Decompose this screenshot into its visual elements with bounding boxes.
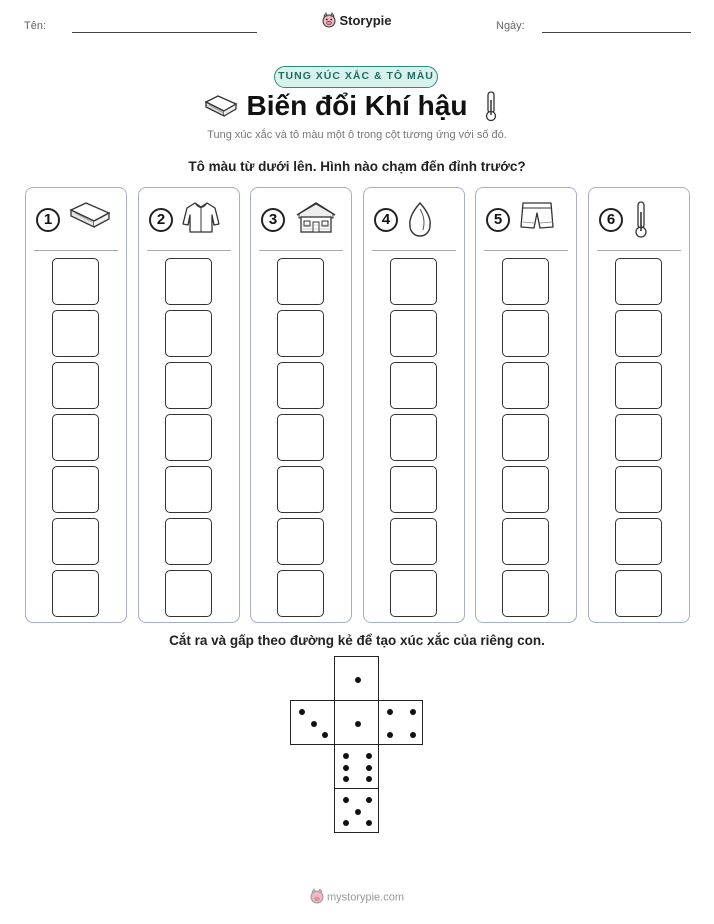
- column-divider: [259, 250, 343, 251]
- color-box[interactable]: [390, 570, 437, 617]
- column-5: [475, 187, 577, 623]
- die-pip: [387, 709, 393, 715]
- column-number: 2: [149, 208, 173, 232]
- color-box[interactable]: [390, 258, 437, 305]
- color-box[interactable]: [502, 518, 549, 565]
- die-pip: [343, 776, 349, 782]
- coloring-instruction: Tô màu từ dưới lên. Hình nào chạm đến đỉnh trước?: [188, 159, 526, 174]
- column-4: [363, 187, 465, 623]
- color-box[interactable]: [277, 518, 324, 565]
- pig-logo-icon: [322, 12, 336, 31]
- die-face-6: [334, 744, 379, 789]
- pig-logo-icon: [310, 888, 324, 907]
- die-pip: [355, 677, 361, 683]
- page-title: Biến đổi Khí hậu: [246, 90, 468, 121]
- die-pip: [366, 753, 372, 759]
- color-box[interactable]: [52, 258, 99, 305]
- column-divider: [597, 250, 681, 251]
- die-pip: [311, 721, 317, 727]
- column-3: [250, 187, 352, 623]
- house-icon: [293, 200, 339, 239]
- color-box[interactable]: [390, 310, 437, 357]
- column-1: [25, 187, 127, 623]
- color-box[interactable]: [615, 362, 662, 409]
- color-box[interactable]: [615, 310, 662, 357]
- color-box[interactable]: [502, 466, 549, 513]
- activity-badge: TUNG XÚC XẮC & TÔ MÀU: [274, 66, 438, 88]
- color-box[interactable]: [52, 466, 99, 513]
- book-icon: [68, 200, 112, 235]
- footer: [0, 888, 714, 907]
- color-box[interactable]: [502, 570, 549, 617]
- die-pip: [343, 797, 349, 803]
- die-pip: [387, 732, 393, 738]
- color-box[interactable]: [277, 414, 324, 461]
- color-box[interactable]: [165, 518, 212, 565]
- color-box[interactable]: [390, 414, 437, 461]
- column-2: [138, 187, 240, 623]
- color-box[interactable]: [615, 570, 662, 617]
- die-pip: [366, 797, 372, 803]
- die-face-4: [378, 700, 423, 745]
- color-box[interactable]: [277, 310, 324, 357]
- column-number: 4: [374, 208, 398, 232]
- subtitle: Tung xúc xắc và tô màu một ô trong cột tương ứng với số đó.: [207, 129, 507, 141]
- color-box[interactable]: [502, 258, 549, 305]
- color-box[interactable]: [165, 310, 212, 357]
- color-box[interactable]: [165, 258, 212, 305]
- color-box[interactable]: [165, 466, 212, 513]
- color-box[interactable]: [165, 362, 212, 409]
- color-box[interactable]: [52, 310, 99, 357]
- shorts-icon: [518, 200, 556, 237]
- die-face-3: [290, 700, 335, 745]
- color-box[interactable]: [277, 258, 324, 305]
- color-box[interactable]: [277, 466, 324, 513]
- die-face-1: [334, 656, 379, 701]
- date-label: Ngày:: [496, 20, 525, 32]
- column-number: 6: [599, 208, 623, 232]
- coat-icon: [181, 200, 221, 239]
- color-box[interactable]: [502, 414, 549, 461]
- thermometer-icon: [631, 200, 651, 245]
- die-pip: [322, 732, 328, 738]
- die-pip: [343, 820, 349, 826]
- date-line[interactable]: [542, 32, 691, 33]
- color-box[interactable]: [390, 466, 437, 513]
- die-pip: [343, 765, 349, 771]
- die-pip: [355, 721, 361, 727]
- color-box[interactable]: [165, 414, 212, 461]
- column-divider: [484, 250, 568, 251]
- color-box[interactable]: [52, 414, 99, 461]
- die-pip: [410, 709, 416, 715]
- color-box[interactable]: [52, 518, 99, 565]
- water-drop-icon: [406, 200, 434, 243]
- color-box[interactable]: [277, 362, 324, 409]
- die-pip: [366, 765, 372, 771]
- color-box[interactable]: [615, 414, 662, 461]
- die-pip: [366, 820, 372, 826]
- column-number: 5: [486, 208, 510, 232]
- die-instruction: Cắt ra và gấp theo đường kẻ để tạo xúc xắc của riêng con.: [169, 633, 545, 648]
- column-6: [588, 187, 690, 623]
- column-divider: [147, 250, 231, 251]
- color-box[interactable]: [277, 570, 324, 617]
- name-line[interactable]: [72, 32, 257, 33]
- color-box[interactable]: [52, 362, 99, 409]
- die-face-5: [334, 788, 379, 833]
- color-box[interactable]: [502, 362, 549, 409]
- color-box[interactable]: [52, 570, 99, 617]
- color-box[interactable]: [502, 310, 549, 357]
- color-box[interactable]: [615, 466, 662, 513]
- color-box[interactable]: [390, 362, 437, 409]
- die-pip: [355, 809, 361, 815]
- color-box[interactable]: [615, 518, 662, 565]
- footer-url: mystorypie.com: [326, 891, 405, 904]
- color-box[interactable]: [165, 570, 212, 617]
- die-pip: [343, 753, 349, 759]
- thermometer-icon: [484, 90, 498, 127]
- column-divider: [372, 250, 456, 251]
- color-box[interactable]: [390, 518, 437, 565]
- column-number: 3: [261, 208, 285, 232]
- color-box[interactable]: [615, 258, 662, 305]
- brand-logo: [0, 12, 714, 31]
- name-label: Tên:: [24, 20, 47, 32]
- die-pip: [410, 732, 416, 738]
- die-face-1: [334, 700, 379, 745]
- column-number: 1: [36, 208, 60, 232]
- brand-name: Storypie: [339, 12, 392, 28]
- die-pip: [299, 709, 305, 715]
- die-pip: [366, 776, 372, 782]
- column-divider: [34, 250, 118, 251]
